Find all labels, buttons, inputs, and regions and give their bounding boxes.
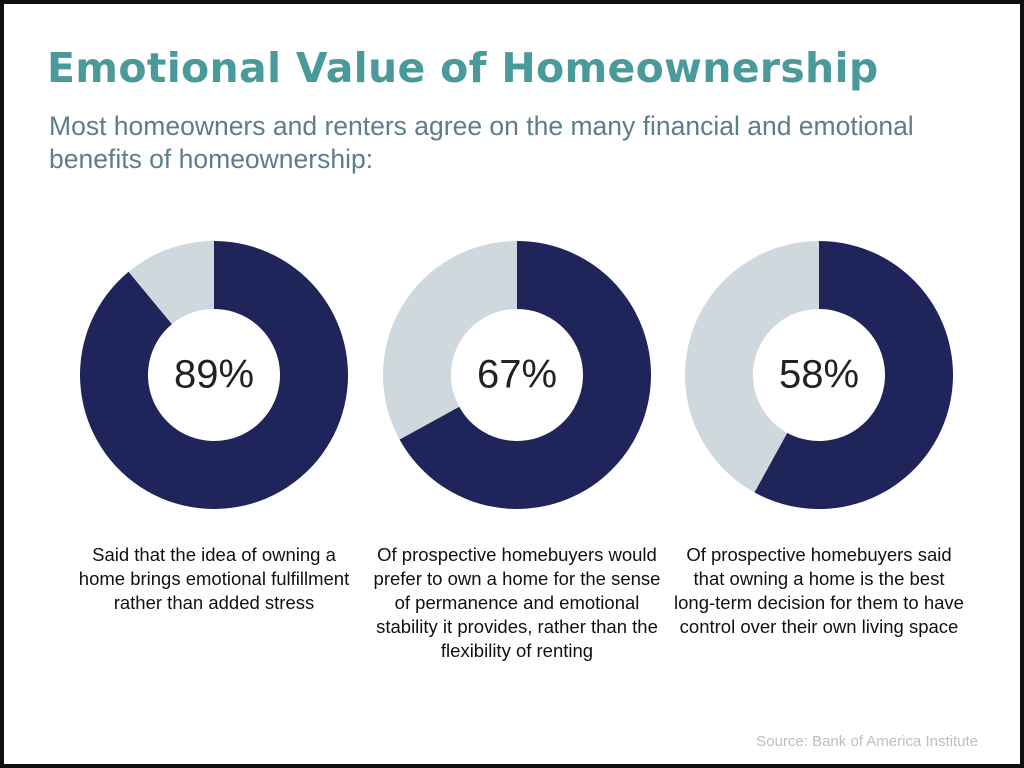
page-title: Emotional Value of Homeownership bbox=[47, 44, 879, 92]
donut-svg-2 bbox=[382, 240, 652, 510]
stat-caption-3: Of prospective homebuyers said that owning a home is the best long-term decision for them to have control over their own living space bbox=[674, 544, 964, 637]
donut-center-label-2: 67% bbox=[476, 352, 558, 397]
donut-2-slice-other bbox=[383, 241, 517, 440]
stat-caption-2: Of prospective homebuyers would prefer to own a home for the sense of permanence and emotional stability it provides, rather than the flexibility of renting bbox=[373, 544, 661, 661]
stat-caption-1: Said that the idea of owning a home brings emotional fulfillment rather than added stress bbox=[78, 544, 350, 613]
donut-center-label-1: 89% bbox=[173, 352, 255, 397]
source-note: Source: Bank of America Institute bbox=[756, 733, 978, 750]
page-subtitle: Most homeowners and renters agree on the many financial and emotional benefits of homeownership: bbox=[49, 111, 914, 174]
donut-chart-3 bbox=[684, 240, 954, 510]
donut-chart-2 bbox=[382, 240, 652, 510]
donut-svg-1 bbox=[79, 240, 349, 510]
stat-panel-1 bbox=[69, 232, 359, 702]
donut-svg-3 bbox=[684, 240, 954, 510]
donut-center-label-3: 58% bbox=[778, 352, 860, 397]
donut-chart-1 bbox=[79, 240, 349, 510]
stat-panel-2 bbox=[372, 232, 662, 702]
stat-panel-3 bbox=[674, 232, 964, 702]
